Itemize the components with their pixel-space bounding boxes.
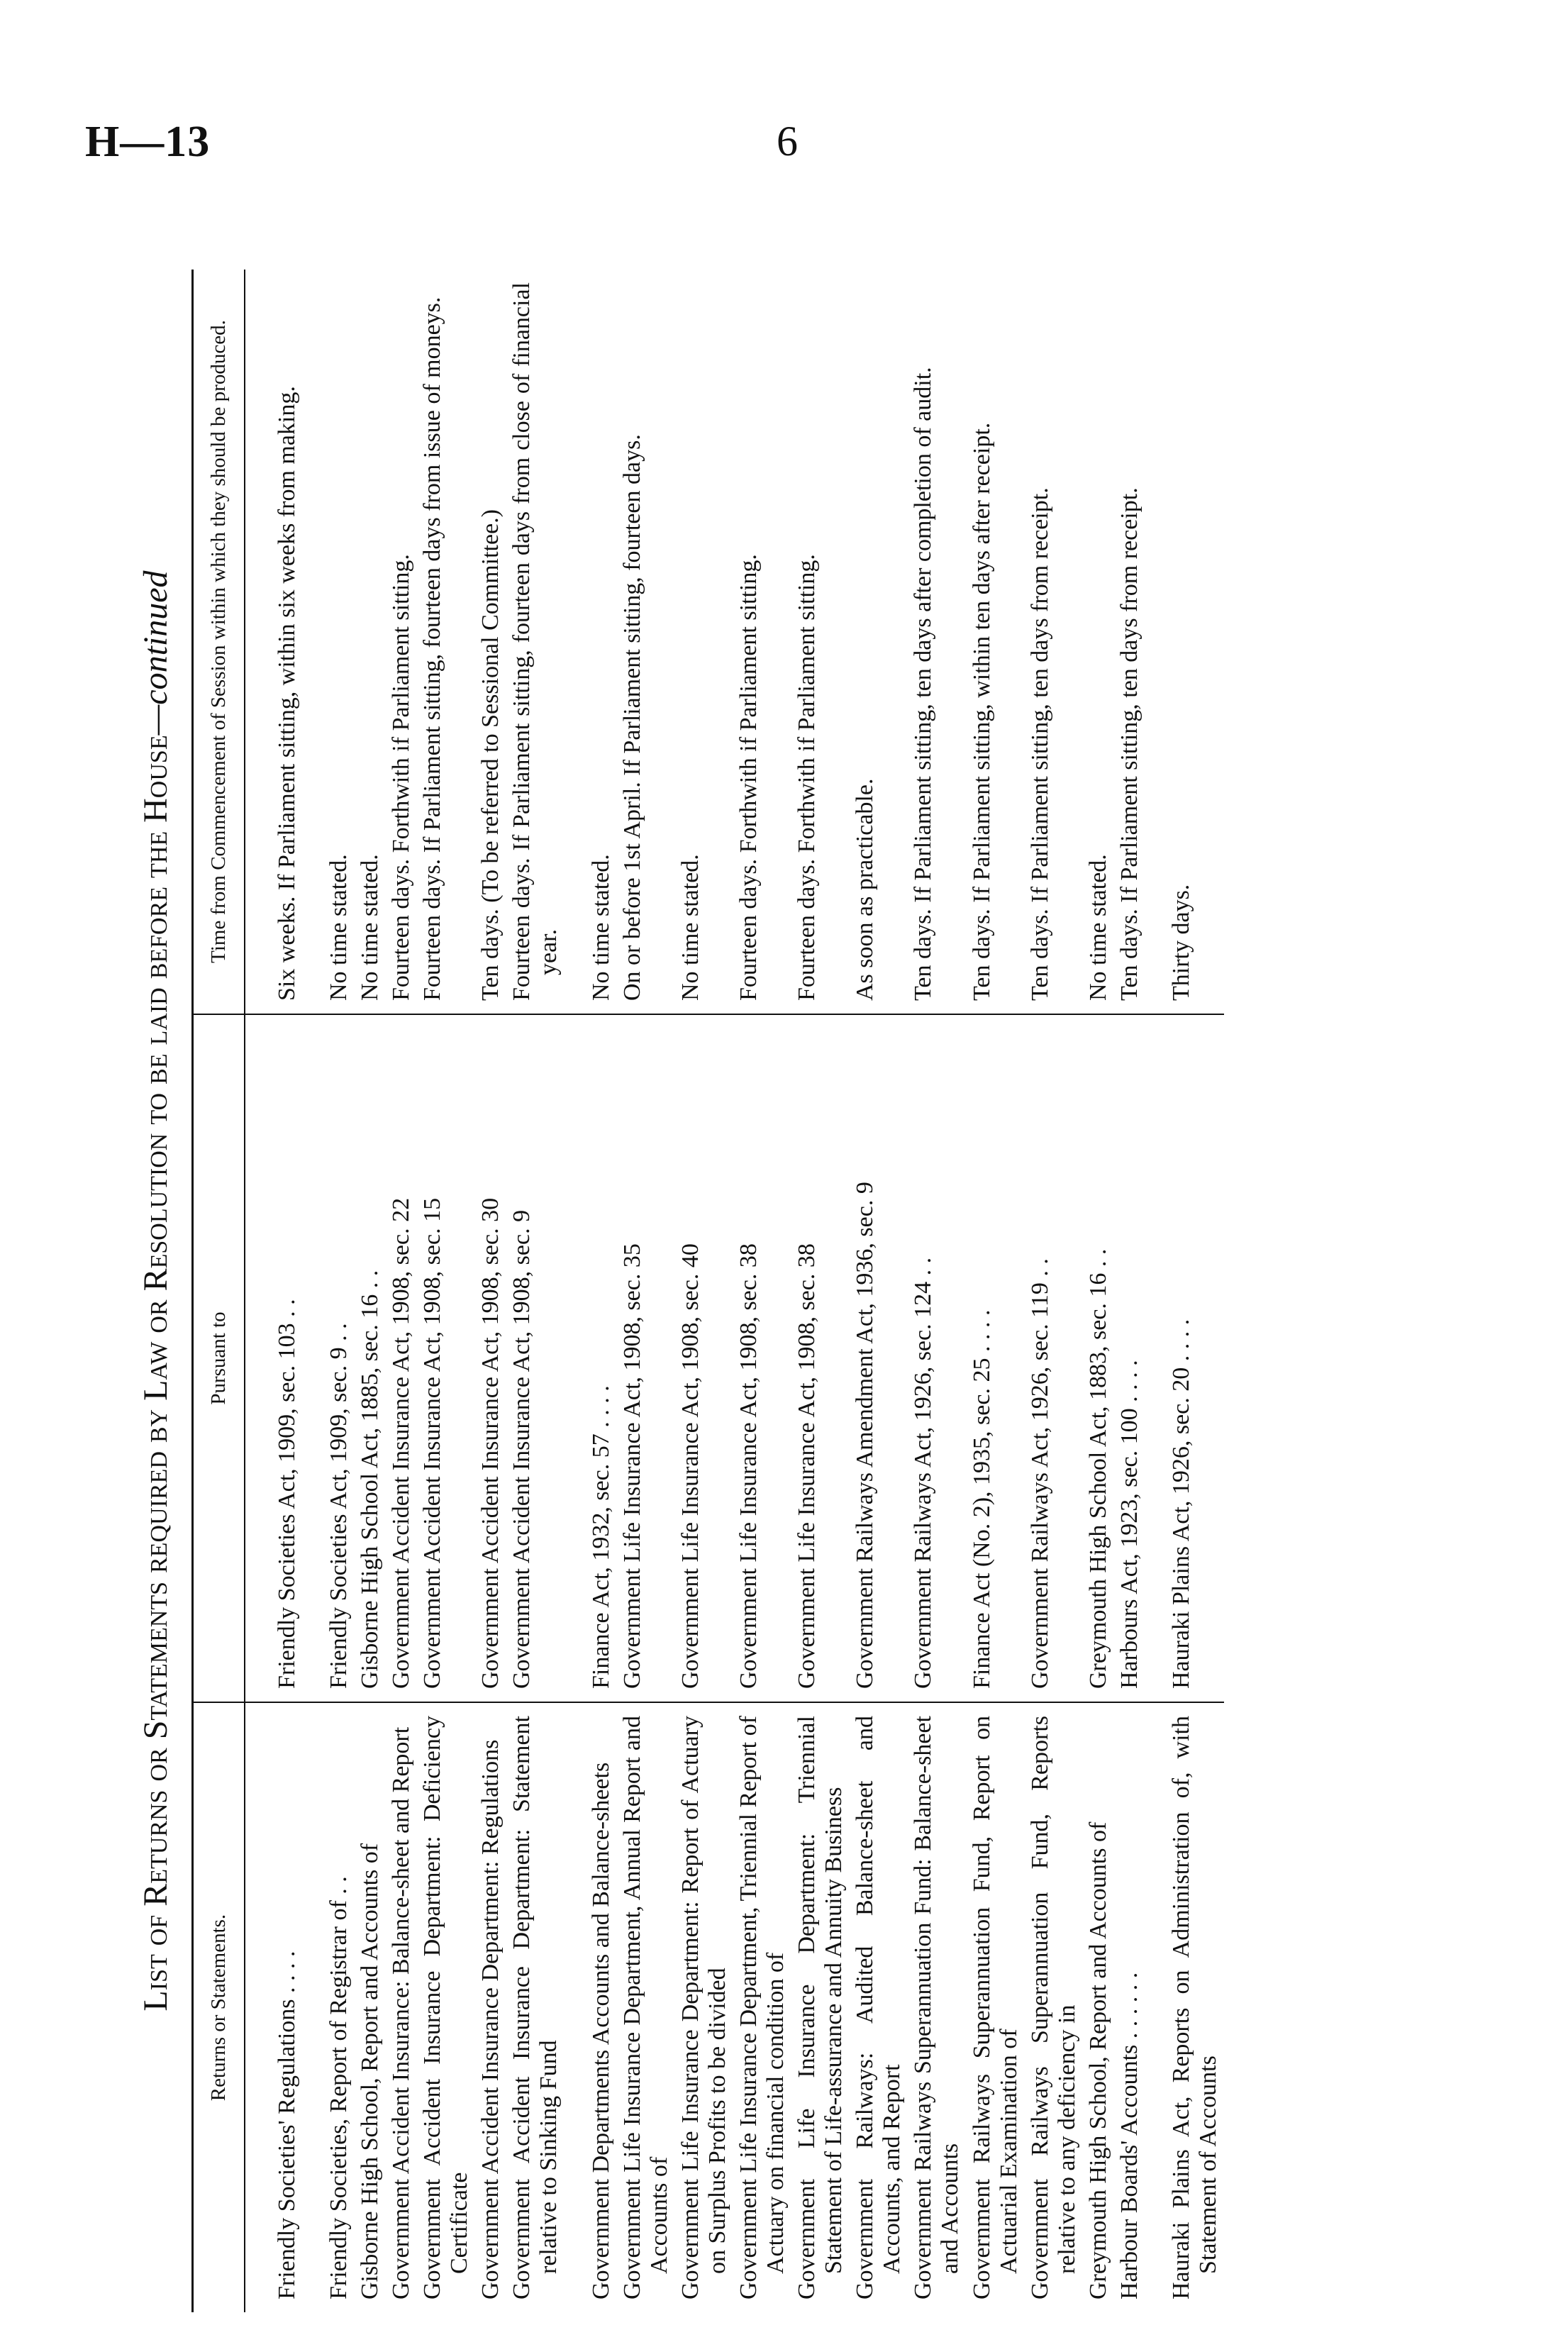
statement-cell [303, 1702, 355, 2312]
statement-text: Friendly Societies' Regulations . . . . [273, 1951, 300, 2299]
statement-cell [617, 1702, 675, 2312]
time-cell [967, 270, 1025, 1014]
table-row [417, 270, 475, 2312]
pursuant-cell [303, 1014, 355, 1702]
time-cell [1025, 270, 1083, 1014]
time-cell [506, 270, 565, 1014]
time-text: Fourteen days. Forthwith if Parliament sitting. [388, 554, 415, 1001]
pursuant-text: Finance Act, 1932, sec. 57 . . . . [587, 1385, 614, 1689]
table-row [617, 270, 675, 2312]
pursuant-text: Government Life Insurance Act, 1908, sec. 35 [618, 1243, 645, 1689]
pursuant-text: Government Railways Act, 1926, sec. 119 . . [1026, 1258, 1053, 1689]
statement-text: Government Life Insurance Department: Triennial Statement of Life-assurance and Annuity Business [794, 1716, 847, 2299]
pursuant-cell [850, 1014, 908, 1702]
statement-cell [733, 1702, 791, 2312]
pursuant-cell [1025, 1014, 1083, 1702]
time-text: No time stated. [677, 854, 704, 1001]
page-number: 6 [777, 118, 798, 165]
time-cell [617, 270, 675, 1014]
table-row [908, 270, 966, 2312]
time-cell [1083, 270, 1114, 1014]
pursuant-text: Government Railways Act, 1926, sec. 124 . . [910, 1257, 937, 1689]
time-cell [908, 270, 966, 1014]
document-code: H—13 [85, 118, 211, 166]
time-cell [1114, 270, 1145, 1014]
statement-text: Government Accident Insurance Department: Deficiency Certificate [419, 1716, 473, 2299]
statement-text: Government Accident Insurance Department: Statement relative to Sinking Fund [508, 1716, 562, 2299]
time-cell [675, 270, 733, 1014]
time-cell [475, 270, 506, 1014]
rotated-table-area [121, 270, 1425, 2312]
pursuant-cell [1145, 1014, 1224, 1702]
statement-cell [908, 1702, 966, 2312]
pursuant-cell [245, 1014, 303, 1702]
table-row [1025, 270, 1083, 2312]
statement-text: Government Railways: Audited Balance-sheet and Accounts, and Report [852, 1716, 906, 2299]
column-header-time: Time from Commencement of Session within which they should be produced. [193, 270, 245, 1014]
time-text: Thirty days. [1167, 884, 1194, 1001]
pursuant-cell [617, 1014, 675, 1702]
statement-cell [386, 1702, 417, 2312]
table-row [386, 270, 417, 2312]
statement-text: Government Accident Insurance Department: Regulations [477, 1739, 504, 2299]
time-text: Fourteen days. Forthwith if Parliament sitting. [794, 554, 821, 1001]
table-row [733, 270, 791, 2312]
statement-text: Government Railways Superannuation Fund: Balance-sheet and Accounts [910, 1716, 964, 2299]
pursuant-cell [386, 1014, 417, 1702]
pursuant-text: Friendly Societies Act, 1909, sec. 103 . . [273, 1299, 300, 1689]
pursuant-text: Government Accident Insurance Act, 1908, sec. 22 [388, 1197, 415, 1689]
header-row [193, 270, 245, 2312]
table-title [121, 270, 191, 2312]
table-row [1083, 270, 1114, 2312]
time-cell [565, 270, 617, 1014]
time-text: Six weeks. If Parliament sitting, within six weeks from making. [273, 386, 300, 1001]
statement-text: Harbour Boards' Accounts . . . . . . [1116, 1972, 1142, 2299]
statement-cell [850, 1702, 908, 2312]
time-cell [303, 270, 355, 1014]
statement-cell [791, 1702, 850, 2312]
statement-cell [417, 1702, 475, 2312]
table-row [245, 270, 303, 2312]
column-header-pursuant: Pursuant to [193, 1014, 245, 1702]
time-text: Ten days. If Parliament sitting, ten days after completion of audit. [910, 367, 937, 1001]
statement-text: Hauraki Plains Act, Reports on Administration of, with Statement of Accounts [1167, 1716, 1222, 2299]
time-text: Fourteen days. If Parliament sitting, fourteen days from issue of moneys. [419, 296, 446, 1001]
statement-cell [506, 1702, 565, 2312]
pursuant-cell [565, 1014, 617, 1702]
statement-text: Friendly Societies, Report of Registrar of . . [325, 1876, 352, 2299]
time-cell [791, 270, 850, 1014]
pursuant-text: Greymouth High School Act, 1883, sec. 16 . . [1084, 1248, 1111, 1689]
table-row [791, 270, 850, 2312]
pursuant-cell [1114, 1014, 1145, 1702]
statement-cell [245, 1702, 303, 2312]
pursuant-cell [475, 1014, 506, 1702]
time-text: No time stated. [1084, 854, 1111, 1001]
time-text: On or before 1st April. If Parliament sitting, fourteen days. [618, 434, 645, 1001]
table-title-suffix: —continued [137, 570, 174, 736]
table-row [967, 270, 1025, 2312]
statement-text: Government Life Insurance Department: Report of Actuary on Surplus Profits to be divided [677, 1716, 730, 2299]
pursuant-cell [791, 1014, 850, 1702]
statement-cell [967, 1702, 1025, 2312]
pursuant-text: Hauraki Plains Act, 1926, sec. 20 . . . . [1167, 1319, 1194, 1689]
time-cell [850, 270, 908, 1014]
time-text: As soon as practicable. [852, 778, 879, 1001]
pursuant-text: Gisborne High School Act, 1885, sec. 16 . . [356, 1270, 383, 1689]
time-cell [733, 270, 791, 1014]
time-cell [245, 270, 303, 1014]
table-row [675, 270, 733, 2312]
statement-text: Government Life Insurance Department, Annual Report and Accounts of [618, 1716, 672, 2299]
time-text: No time stated. [587, 854, 614, 1001]
statement-text: Government Railways Superannuation Fund, Reports relative to any deficiency in [1026, 1716, 1080, 2299]
pursuant-text: Government Accident Insurance Act, 1908, sec. 15 [419, 1197, 446, 1689]
time-cell [355, 270, 386, 1014]
table-row [355, 270, 386, 2312]
pursuant-cell [733, 1014, 791, 1702]
page-header [85, 117, 798, 181]
statement-cell [1114, 1702, 1145, 2312]
table-row [506, 270, 565, 2312]
statement-text: Gisborne High School, Report and Accounts of [356, 1843, 383, 2299]
time-text: Ten days. (To be referred to Sessional Committee.) [477, 509, 504, 1001]
table-row [303, 270, 355, 2312]
time-text: Fourteen days. Forthwith if Parliament sitting. [735, 554, 762, 1001]
time-cell [1145, 270, 1224, 1014]
statement-cell [565, 1702, 617, 2312]
statement-cell [675, 1702, 733, 2312]
column-header-statements: Returns or Statements. [193, 1702, 245, 2312]
time-text: No time stated. [325, 854, 352, 1001]
pursuant-cell [967, 1014, 1025, 1702]
statement-text: Government Railways Superannuation Fund, Report on Actuarial Examination of [968, 1716, 1022, 2299]
pursuant-cell [506, 1014, 565, 1702]
table-title-main: List of Returns or Statements required by Law or Resolution to be laid before the House [137, 735, 174, 2012]
pursuant-text: Government Life Insurance Act, 1908, sec. 38 [794, 1243, 821, 1689]
pursuant-text: Finance Act (No. 2), 1935, sec. 25 . . . . [968, 1309, 995, 1689]
pursuant-text: Harbours Act, 1923, sec. 100 . . . . [1116, 1360, 1142, 1689]
table-row [475, 270, 506, 2312]
statements-table [191, 270, 1224, 2312]
pursuant-cell [1083, 1014, 1114, 1702]
table-row [1114, 270, 1145, 2312]
statement-cell [475, 1702, 506, 2312]
pursuant-text: Government Life Insurance Act, 1908, sec. 38 [735, 1243, 762, 1689]
pursuant-text: Government Railways Amendment Act, 1936, sec. 9 [852, 1182, 879, 1689]
table-row [850, 270, 908, 2312]
statement-cell [1025, 1702, 1083, 2312]
statement-cell [1145, 1702, 1224, 2312]
time-text: Ten days. If Parliament sitting, ten days from receipt. [1026, 487, 1053, 1001]
statement-text: Government Accident Insurance: Balance-sheet and Report [388, 1726, 415, 2299]
statement-text: Greymouth High School, Report and Accounts of [1084, 1821, 1111, 2299]
time-text: Ten days. If Parliament sitting, within ten days after receipt. [968, 422, 995, 1001]
time-text: Ten days. If Parliament sitting, ten days from receipt. [1116, 487, 1142, 1001]
statement-text: Government Departments Accounts and Balance-sheets [587, 1762, 614, 2299]
statement-text: Government Life Insurance Department, Triennial Report of Actuary on financial condition of [735, 1716, 789, 2299]
pursuant-text: Government Accident Insurance Act, 1908, sec. 30 [477, 1197, 504, 1689]
time-cell [417, 270, 475, 1014]
time-cell [386, 270, 417, 1014]
table-row [1145, 270, 1224, 2312]
pursuant-cell [675, 1014, 733, 1702]
pursuant-cell [908, 1014, 966, 1702]
statement-cell [1083, 1702, 1114, 2312]
table-row [565, 270, 617, 2312]
pursuant-cell [355, 1014, 386, 1702]
time-text: No time stated. [356, 854, 383, 1001]
statement-cell [355, 1702, 386, 2312]
pursuant-text: Government Life Insurance Act, 1908, sec. 40 [677, 1243, 704, 1689]
pursuant-text: Government Accident Insurance Act, 1908, sec. 9 [508, 1209, 535, 1689]
pursuant-text: Friendly Societies Act, 1909, sec. 9 . . [325, 1323, 352, 1689]
time-text: Fourteen days. If Parliament sitting, fourteen days from close of financial year. [508, 282, 562, 1001]
pursuant-cell [417, 1014, 475, 1702]
